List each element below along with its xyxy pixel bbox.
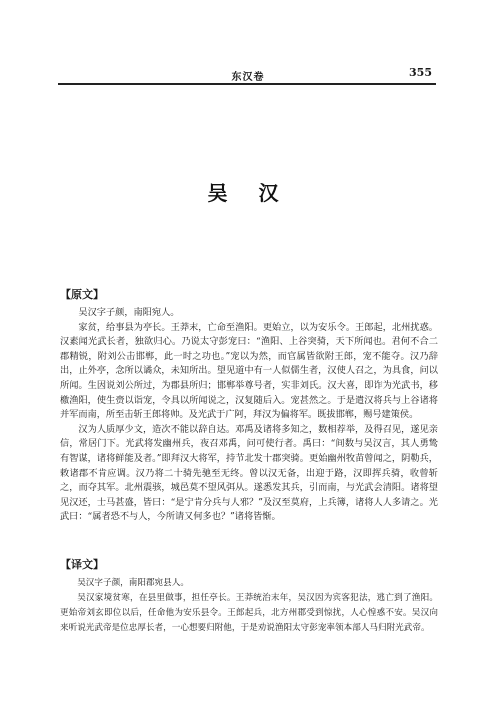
translation-body xyxy=(60,576,438,636)
original-text-heading: 【原文】 xyxy=(60,288,104,301)
translation-paragraph: 吴汉字子颜，南阳郡宛县人。 xyxy=(77,578,189,588)
page-number: 355 xyxy=(409,66,432,79)
header-rule xyxy=(58,83,436,85)
original-paragraph: 家贫，给事县为亭长。王莽末，亡命至渔阳。更始立，以为安乐令。王郎起，北州扰惑。汉素闻光武长者，独欲归心。乃说太守彭宠曰：“渔阳、上谷突骑，天下所闻也。君何不合二郡精锐，附刘公击邯郸，此一时之功也。”宠以为然，而官属皆欲附王郎，宠不能夺。汉乃辞出，止外亭，念所以谲众，未知所出。望见道中有一人似儒生者，汉使人召之，为具食，问以所闻。生因说刘公所过，为郡县所归；邯郸举尊号者，实非刘氏。汉大喜，即诈为光武书，移檄渔阳，使生赍以诣宠，令具以所闻说之，汉复随后入。宠甚然之。于是遣汉将兵与上谷诸将并军而南，所至击斩王郎将帅。及光武于广阿，拜汉为偏将军。既拔邯郸，赐号建策侯。 xyxy=(60,321,438,421)
original-paragraph: 吴汉字子颜，南阳宛人。 xyxy=(78,307,180,318)
running-header xyxy=(58,64,436,84)
translation-heading: 【译文】 xyxy=(60,558,104,571)
original-paragraph: 汉为人质厚少文，造次不能以辞自达。邓禹及诸将多知之，数相荐举，及得召见，遂见亲信，常居门下。光武将发幽州兵，夜召邓禹，问可使行者。禹曰：“间数与吴汉言，其人勇鸷有智谋，诸将鲜能及者。”即拜汉大将军，持节北发十郡突骑。更始幽州牧苗曾闻之，阴勒兵，敕诸郡不肯应调。汉乃将二十骑先驰至无终。曾以汉无备，出迎于路，汉即挥兵骑，收曾斩之，而夺其军。北州震骇，城邑莫不望风弭从。遂悉发其兵，引而南，与光武会清阳。诸将望见汉还，士马甚盛，皆曰：“是宁肯分兵与人邪？”及汉至莫府，上兵簿，诸将人人多请之。光武曰：“属者恐不与人，今所请又何多也？”诸将皆惭。 xyxy=(60,423,438,523)
translation-paragraph: 吴汉家境贫寒，在县里做事，担任亭长。王莽统治末年，吴汉因为宾客犯法，逃亡到了渔阳。更始帝刘玄即位以后，任命他为安乐县令。王郎起兵，北方州郡受到惊扰，人心惶惑不安。吴汉向来听说光武帝是位忠厚长者，一心想要归附他，于是劝说渔阳太守彭宠率领本部人马归附光武帝。 xyxy=(60,593,438,633)
original-text-body xyxy=(60,306,438,525)
chapter-title: 吴 汉 xyxy=(207,181,291,205)
running-title: 东汉卷 xyxy=(231,72,265,83)
